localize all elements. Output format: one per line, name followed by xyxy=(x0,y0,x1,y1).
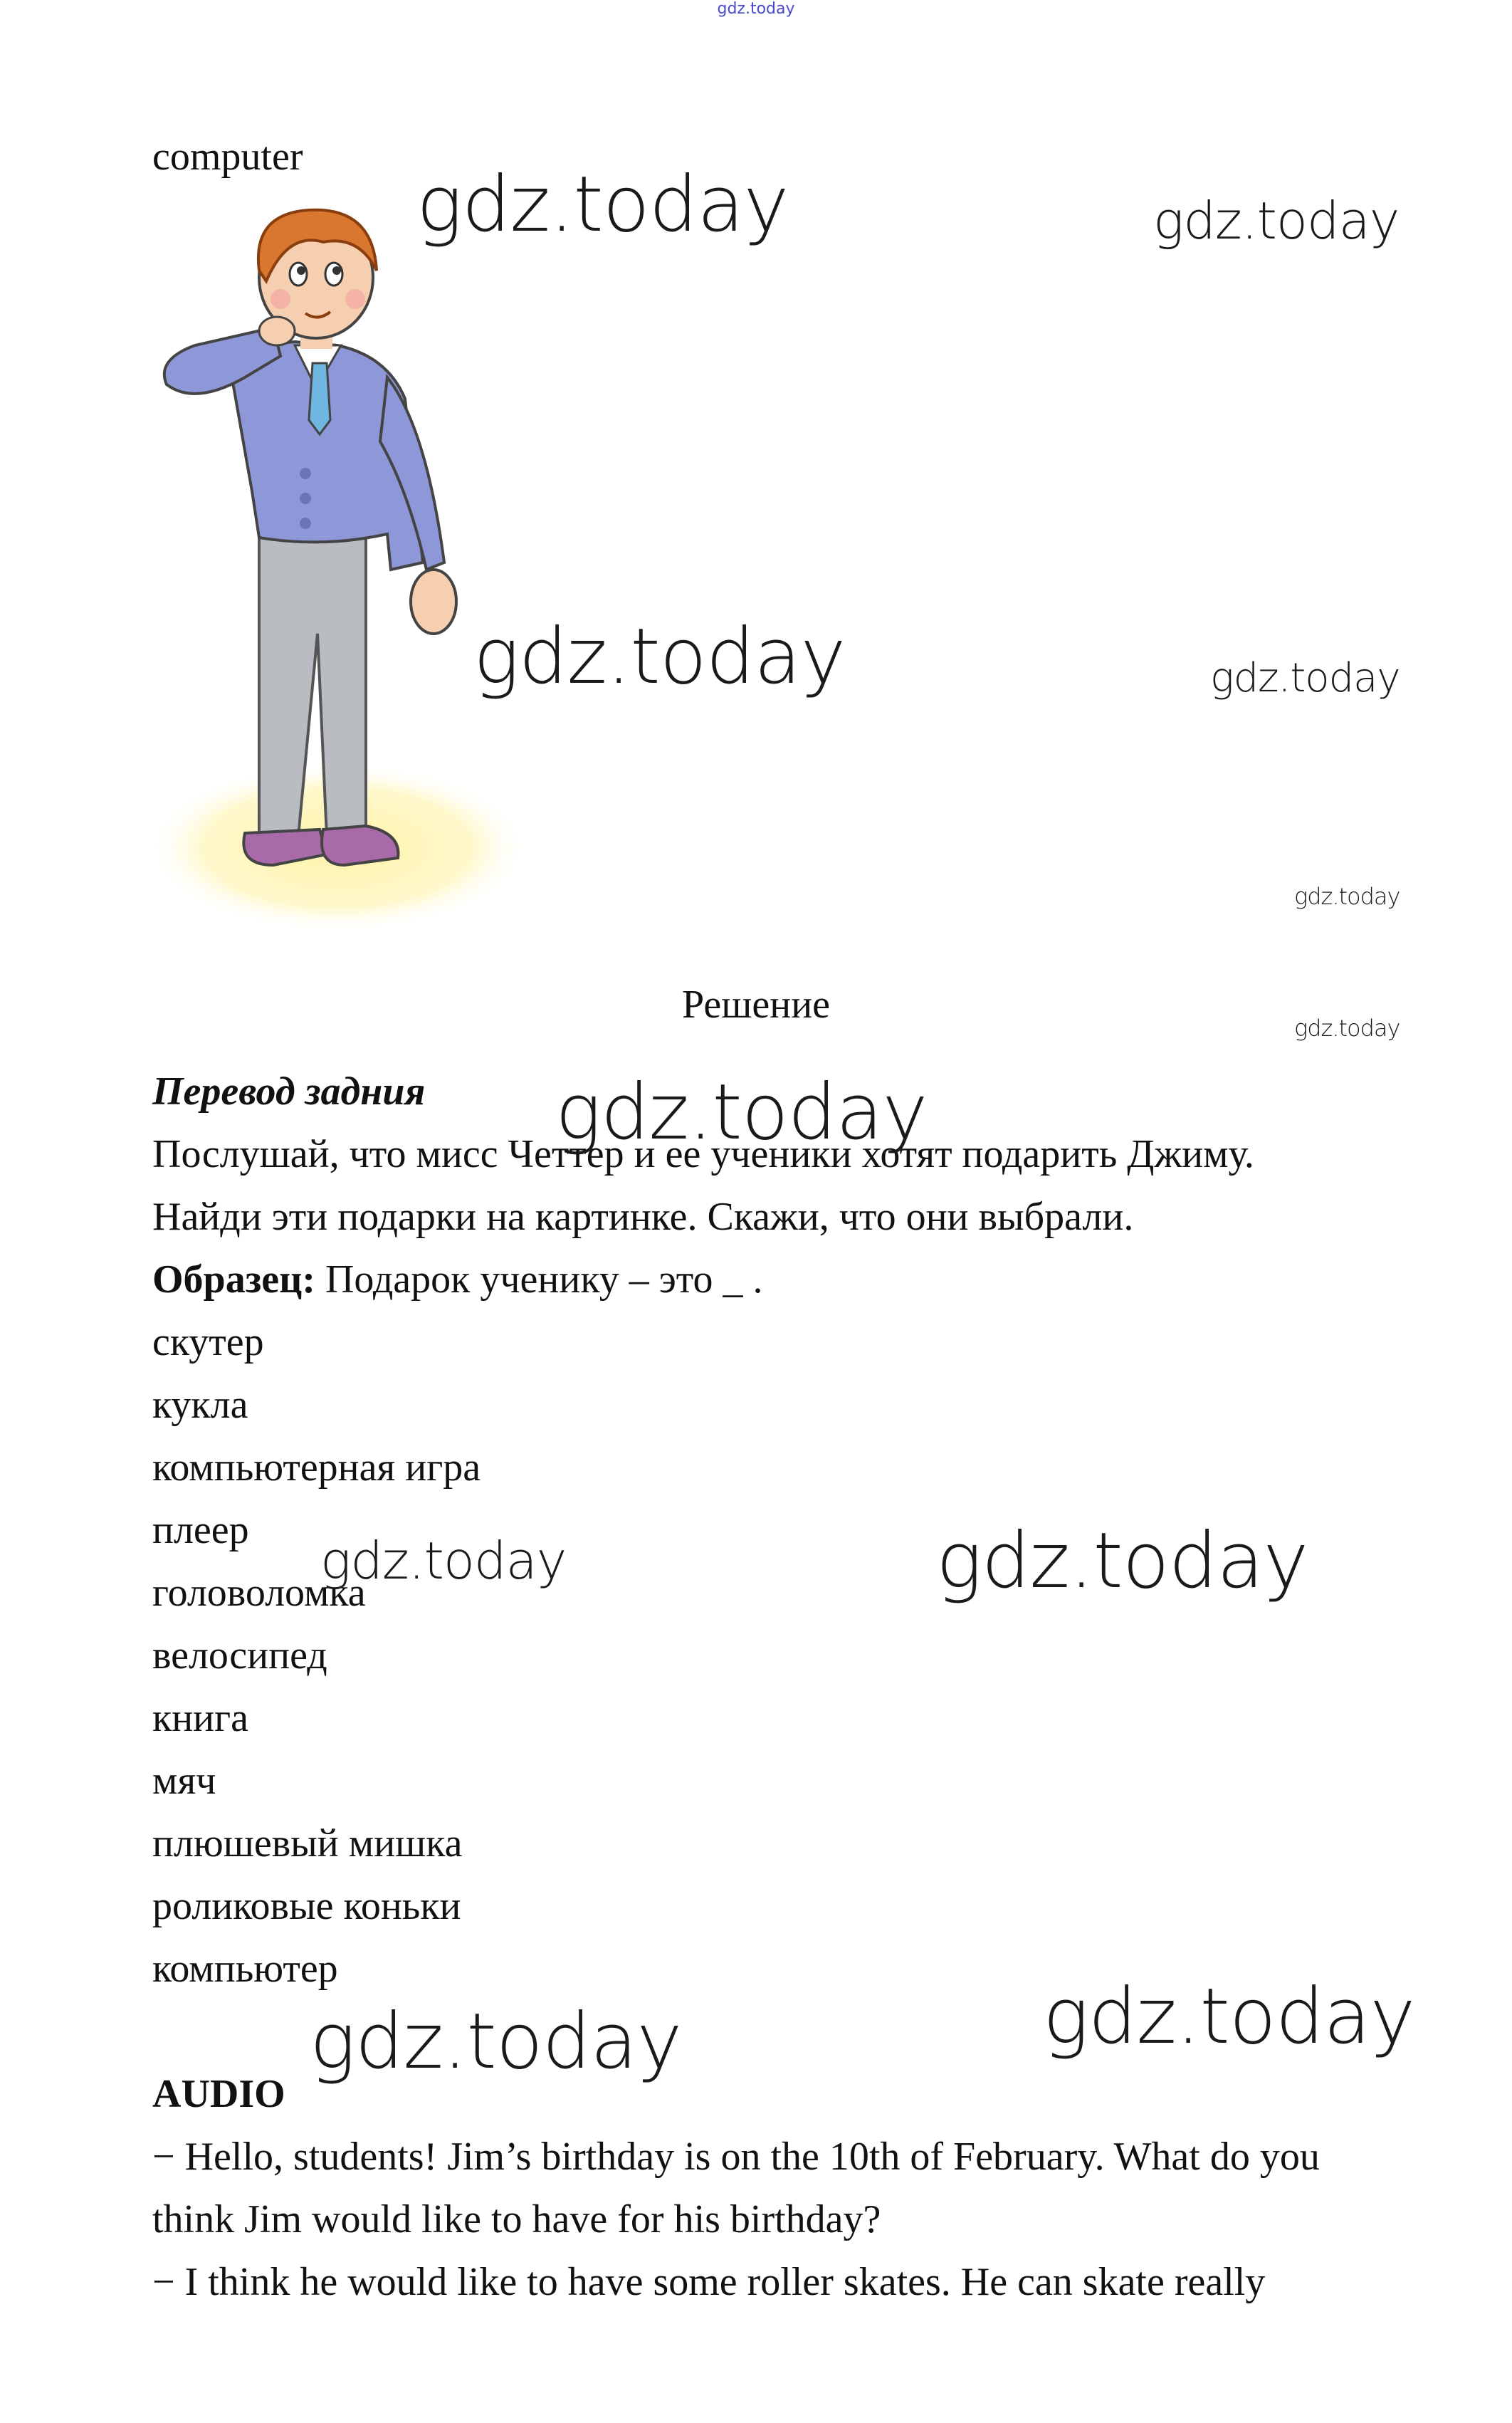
watermark: gdz.today xyxy=(1210,655,1400,701)
example-text: Подарок ученику – это _ . xyxy=(315,1257,763,1302)
picture-caption: computer xyxy=(152,135,303,179)
audio-heading: AUDIO xyxy=(152,2072,285,2116)
instruction-line: Найди эти подарки на картинке. Скажи, что они выбрали. xyxy=(152,1195,1134,1239)
hand xyxy=(411,570,456,634)
gift-item: компьютер xyxy=(152,1947,338,1991)
watermark: gdz.today xyxy=(936,1517,1308,1606)
example-label: Образец: xyxy=(152,1257,315,1302)
watermark: gdz.today xyxy=(320,1531,567,1591)
watermark: gdz.today xyxy=(1153,191,1400,251)
audio-line: think Jim would like to have for his birthday? xyxy=(152,2197,881,2241)
watermark: gdz.today xyxy=(1294,883,1400,910)
solution-title: Решение xyxy=(681,983,831,1027)
watermark: gdz.today xyxy=(555,1068,928,1157)
example-line xyxy=(152,1256,763,1303)
watermark: gdz.today xyxy=(310,1997,682,2086)
gift-item: книга xyxy=(152,1696,248,1740)
page-header-site[interactable]: gdz.today xyxy=(717,0,795,18)
gift-item: компьютерная игра xyxy=(152,1445,481,1490)
audio-line: − Hello, students! Jim’s birthday is on the 10th of February. What do you xyxy=(152,2135,1320,2179)
watermark: gdz.today xyxy=(1294,1015,1400,1042)
gift-item: головоломка xyxy=(152,1571,366,1615)
watermark: gdz.today xyxy=(416,160,789,249)
gift-item: мяч xyxy=(152,1759,216,1803)
tie xyxy=(309,363,330,434)
boy-illustration xyxy=(152,192,551,929)
instruction-line: Послушай, что мисс Четтер и ее ученики хотят подарить Джиму. xyxy=(152,1132,1254,1176)
translation-heading: Перевод задния xyxy=(152,1069,426,1114)
gift-item: роликовые коньки xyxy=(152,1884,461,1928)
audio-line: − I think he would like to have some roller skates. He can skate really xyxy=(152,2260,1266,2304)
gift-item: плюшевый мишка xyxy=(152,1821,463,1865)
gift-item: кукла xyxy=(152,1383,248,1427)
watermark: gdz.today xyxy=(1043,1972,1415,2061)
gift-item: плеер xyxy=(152,1508,249,1552)
gift-item: велосипед xyxy=(152,1633,327,1678)
gift-item: скутер xyxy=(152,1320,264,1364)
watermark: gdz.today xyxy=(473,612,846,701)
